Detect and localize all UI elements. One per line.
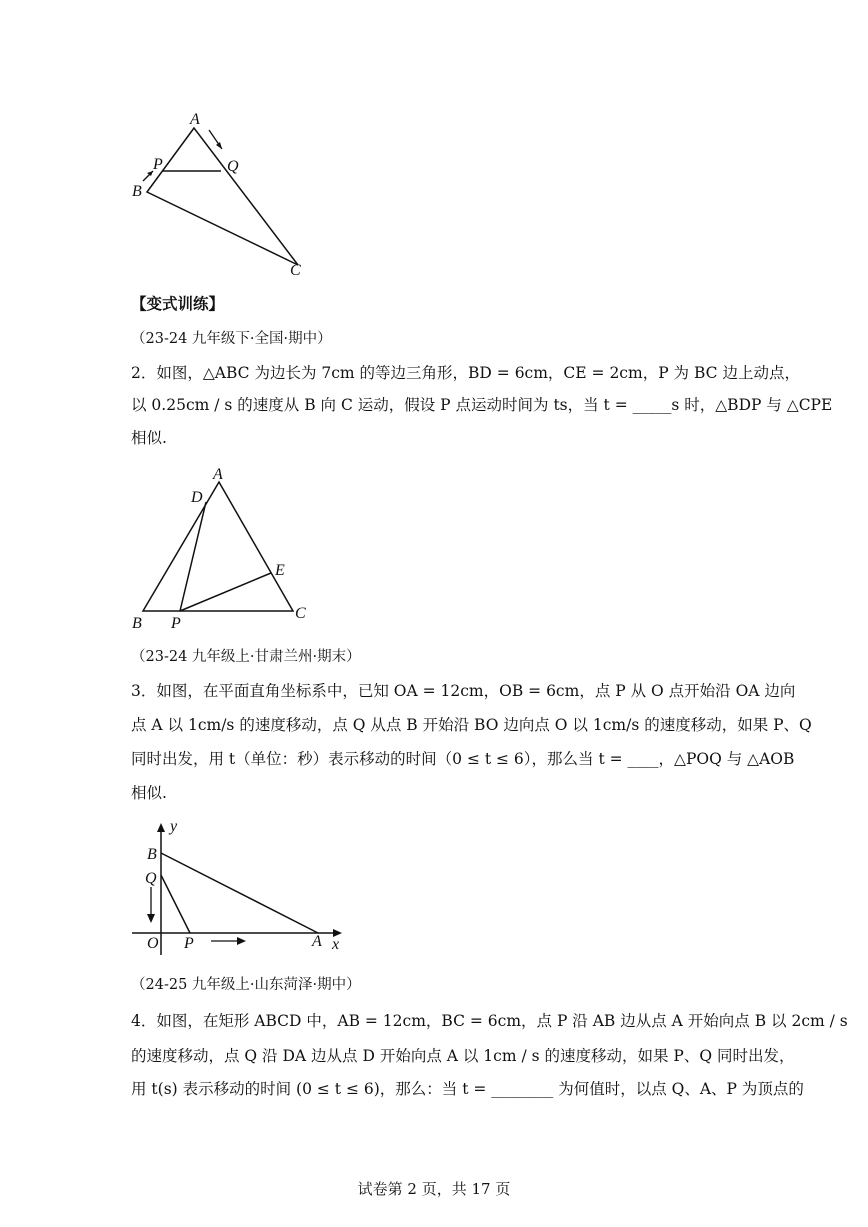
arrow-head-q [147,914,155,923]
figure-triangle-bdp-cpe [125,462,325,632]
q3-source: （23-24 九年级上·甘肃兰州·期末） [131,649,361,665]
label-b: B [132,615,142,632]
label-b: B [132,183,142,200]
q4-line-3: 用 t(s) 表示移动的时间 (0 ≤ t ≤ 6)，那么：当 t = ________ 为何值时，以点 Q、A、P 为顶点的 [131,1080,804,1098]
segment-pe [180,573,271,611]
q4-line-1: 4．如图，在矩形 ABCD 中，AB = 12cm，BC = 6cm，点 P 沿 AB 边从点 A 开始向点 B 以 2cm / s [131,1012,848,1030]
label-e: E [275,562,285,579]
arrow-head-aq [216,142,222,149]
label-p: P [171,615,181,632]
segment-qp [161,875,190,933]
q2-source: （23-24 九年级下·全国·期中） [131,331,332,347]
q2-line-1: 2．如图，△ABC 为边长为 7cm 的等边三角形，BD = 6cm，CE = 2cm，P 为 BC 边上动点， [131,364,800,382]
figure-2-svg [125,462,325,632]
q4-line-2: 的速度移动，点 Q 沿 DA 边从点 D 开始向点 A 以 1cm / s 的速度移动，如果 P、Q 同时出发， [131,1047,795,1065]
q3-line-1: 3．如图，在平面直角坐标系中，已知 OA = 12cm，OB = 6cm，点 P 从 O 点开始沿 OA 边向 [131,682,796,700]
label-p: P [184,935,194,952]
label-x: x [332,936,340,953]
label-y: y [170,818,178,835]
q3-line-4: 相似. [131,784,167,802]
y-axis-arrow [157,823,165,832]
label-o: O [147,935,159,952]
label-p: P [153,156,163,173]
figure-coordinate-poq [128,815,348,955]
section-title: 【变式训练】 [131,294,225,313]
arrow-head-p [237,937,246,945]
label-d: D [191,489,203,506]
label-a: A [213,466,223,483]
q4-source: （24-25 九年级上·山东菏泽·期中） [131,977,361,993]
triangle-abc [143,482,293,611]
q3-line-3: 同时出发，用 t（单位：秒）表示移动的时间（0 ≤ t ≤ 6），那么当 t = ____，△POQ 与 △AOB [131,750,795,768]
q2-line-3: 相似. [131,429,167,447]
q3-line-2: 点 A 以 1cm/s 的速度移动，点 Q 从点 B 开始沿 BO 边向点 O 以 1cm/s 的速度移动，如果 P、Q [131,716,812,734]
figure-triangle-apq [120,105,320,285]
q2-line-2: 以 0.25cm / s 的速度从 B 向 C 运动，假设 P 点运动时间为 ts，当 t = _____s 时，△BDP 与 △CPE [131,396,833,414]
label-q: Q [145,870,157,887]
label-q: Q [227,158,239,175]
label-a: A [312,933,322,950]
figure-1-svg [120,105,320,285]
label-b: B [147,846,157,863]
label-c: C [295,605,306,622]
page-footer: 试卷第 2 页，共 17 页 [357,1180,511,1198]
label-a: A [190,111,200,128]
segment-dp [180,502,206,611]
figure-3-svg [128,815,348,955]
triangle-abc [147,128,298,265]
label-c: C [290,262,301,279]
